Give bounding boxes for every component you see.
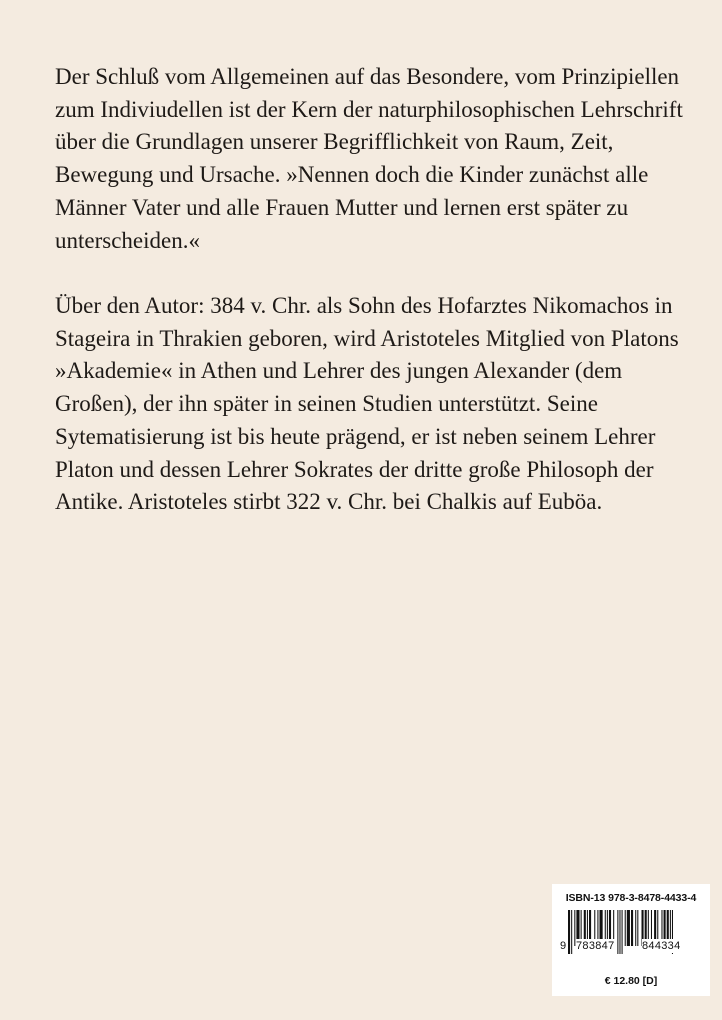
blurb-paragraph: Der Schluß vom Allgemeinen auf das Besondere, vom Prinzipiellen zum Indiviudellen ist der Kern der naturphilosophischen Lehrschrift über die Grundlagen unserer Begrifflichkeit von Raum, Zeit, Bewegung und Ursache. »Nennen doch die Kinder zunächst alle Männer Vater und alle Frauen Mutter und lernen erst später zu unterscheiden.« — [55, 64, 683, 253]
isbn-text: ISBN-13 978-3-8478-4433-4 — [565, 892, 697, 904]
price-text: € 12.80 [D] — [604, 975, 658, 987]
barcode-label — [552, 884, 710, 996]
about-author-paragraph: Über den Autor: 384 v. Chr. als Sohn des Hofarztes Nikomachos in Stageira in Thrakien geboren, wird Aristoteles Mitglied von Platons »Akademie« in Athen und Lehrer des jungen Alexander (dem Großen), der ihn später in seinen Studien unterstützt. Seine Sytematisierung ist bis heute prägend, er ist neben seinem Lehrer Platon und dessen Lehrer Sokrates der dritte große Philosoph der Antike. Aristoteles stirbt 322 v. Chr. bei Chalkis auf Euböa. — [55, 293, 679, 515]
barcode-digit-lead: 9 — [560, 940, 567, 952]
barcode-digits-right: 844334 — [642, 940, 681, 952]
barcode-digits-left: 783847 — [576, 940, 615, 952]
